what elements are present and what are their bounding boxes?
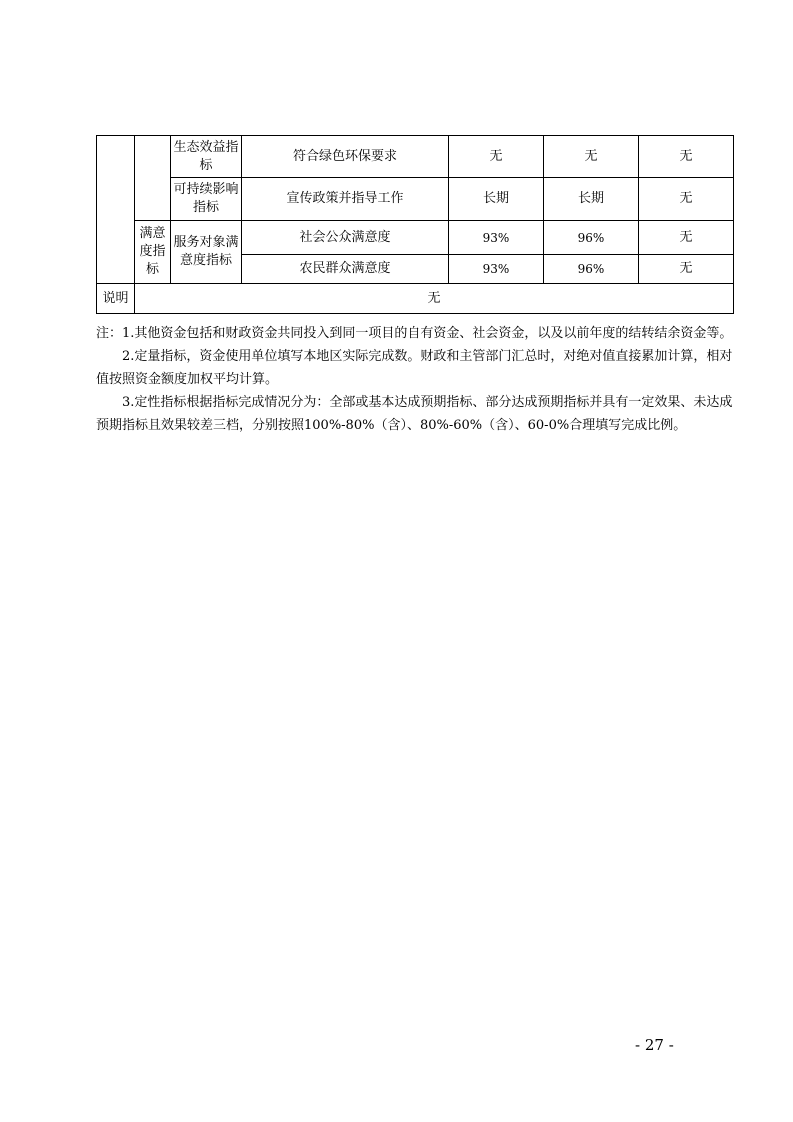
actual-value-cell: 无 bbox=[544, 136, 639, 178]
table-row bbox=[97, 221, 734, 255]
explanation-label: 说明 bbox=[97, 284, 135, 314]
actual-value-cell: 96% bbox=[544, 221, 639, 255]
level1-indicator-cell bbox=[97, 136, 135, 284]
sub-indicator-cell: 生态效益指标 bbox=[171, 136, 242, 178]
remark-cell: 无 bbox=[639, 255, 734, 284]
actual-value-cell: 96% bbox=[544, 255, 639, 284]
indicator-item-cell: 社会公众满意度 bbox=[242, 221, 449, 255]
actual-value-cell: 长期 bbox=[544, 178, 639, 221]
table-row bbox=[97, 178, 734, 221]
explanation-row bbox=[97, 284, 734, 314]
remark-cell: 无 bbox=[639, 136, 734, 178]
target-value-cell: 93% bbox=[449, 221, 544, 255]
page-number: - 27 - bbox=[635, 1036, 674, 1054]
indicator-item-cell: 符合绿色环保要求 bbox=[242, 136, 449, 178]
note-2: 2.定量指标，资金使用单位填写本地区实际完成数。财政和主管部门汇总时，对绝对值直接累加计算，相对值按照资金额度加权平均计算。 bbox=[96, 349, 733, 387]
indicator-item-cell: 农民群众满意度 bbox=[242, 255, 449, 284]
table-row bbox=[97, 136, 734, 178]
indicator-item-cell: 宣传政策并指导工作 bbox=[242, 178, 449, 221]
level2-indicator-cell bbox=[135, 136, 171, 221]
remark-cell: 无 bbox=[639, 221, 734, 255]
note-1: 注：1.其他资金包括和财政资金共同投入到同一项目的自有资金、社会资金，以及以前年度的结转结余资金等。 bbox=[96, 326, 733, 341]
table-notes bbox=[96, 322, 733, 437]
note-3: 3.定性指标根据指标完成情况分为：全部或基本达成预期指标、部分达成预期指标并具有一定效果、未达成预期指标且效果较差三档，分别按照100%-80%（含）、80%-60%（含）、60-0%合理填写完成比例。 bbox=[96, 395, 733, 433]
sub-indicator-cell: 服务对象满意度指标 bbox=[171, 221, 242, 284]
explanation-value: 无 bbox=[135, 284, 734, 314]
category-cell: 满意度指标 bbox=[135, 221, 171, 284]
target-value-cell: 93% bbox=[449, 255, 544, 284]
remark-cell: 无 bbox=[639, 178, 734, 221]
sub-indicator-cell: 可持续影响指标 bbox=[171, 178, 242, 221]
performance-table bbox=[96, 135, 734, 314]
target-value-cell: 长期 bbox=[449, 178, 544, 221]
target-value-cell: 无 bbox=[449, 136, 544, 178]
